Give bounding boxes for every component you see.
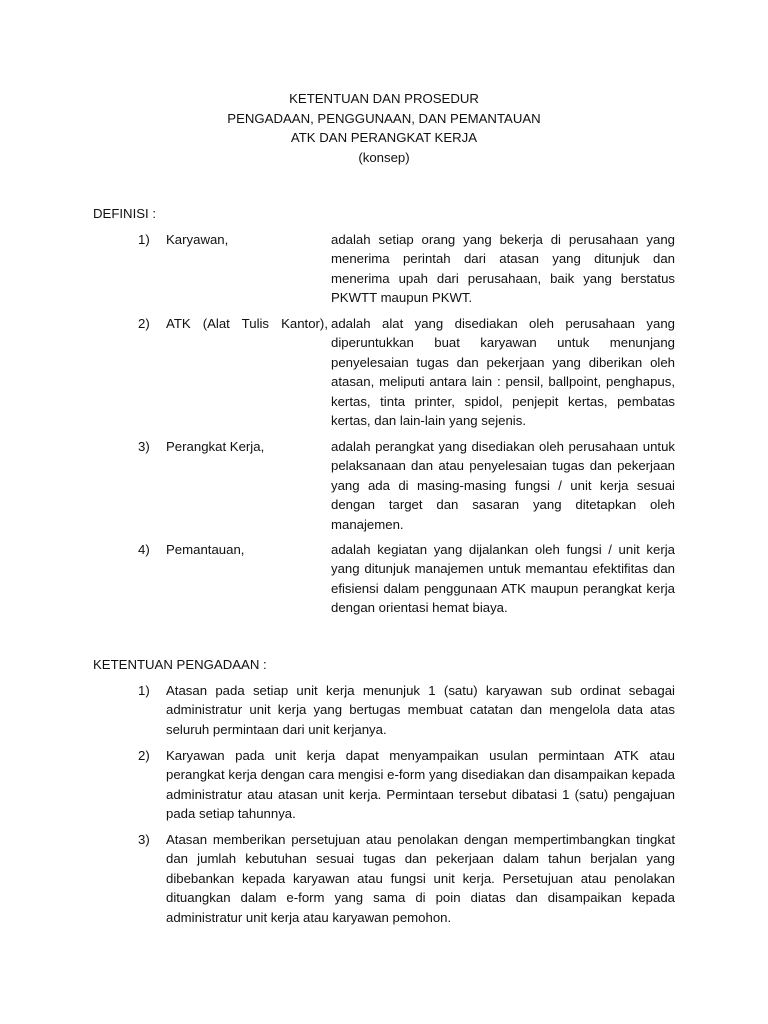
document-title <box>0 89 768 167</box>
definition-number: 2) <box>138 316 150 331</box>
definition-description: adalah setiap orang yang bekerja di perusahaan yang menerima perintah dari atasan yang ditunjuk dan menerima upah dari perusahaan, baik yang berstatus PKWTT maupun PKWT. <box>331 232 675 306</box>
pengadaan-heading: KETENTUAN PENGADAAN : <box>93 657 267 672</box>
pengadaan-item <box>138 746 675 824</box>
pengadaan-number: 1) <box>138 683 150 698</box>
title-line-1: KETENTUAN DAN PROSEDUR <box>289 91 479 106</box>
title-line-2: PENGADAAN, PENGGUNAAN, DAN PEMANTAUAN <box>227 110 541 126</box>
definition-term: Karyawan, <box>166 232 229 247</box>
pengadaan-number: 3) <box>138 832 150 847</box>
definition-number: 1) <box>138 232 150 247</box>
definition-description: adalah perangkat yang disediakan oleh perusahaan untuk pelaksanaan dan atau penyelesaian tugas dan pekerjaan yang ada di masing-masing fungsi / unit kerja sesuai dengan target dan sasaran yang ditetapkan oleh manajemen. <box>331 439 675 532</box>
pengadaan-item <box>138 830 675 927</box>
title-line-4: (konsep) <box>358 149 410 165</box>
pengadaan-number: 2) <box>138 748 150 763</box>
pengadaan-text: Atasan memberikan persetujuan atau penolakan dengan mempertimbangkan tingkat dan jumlah kebutuhan sesuai tugas dan pekerjaan dalam tahun berjalan yang dibebankan kepada karyawan atau fungsi unit kerja. Persetujuan atau penolakan dituangkan dalam e-form yang sama di poin diatas dan disampaikan kepada administratur unit kerja atau karyawan pemohon. <box>166 832 675 925</box>
definition-item <box>138 437 675 534</box>
definition-item <box>138 540 675 618</box>
definisi-heading: DEFINISI : <box>93 206 157 221</box>
pengadaan-text: Atasan pada setiap unit kerja menunjuk 1 (satu) karyawan sub ordinat sebagai administratur unit kerja yang bertugas membuat catatan dan mengelola data atas seluruh permintaan dari unit kerjanya. <box>166 683 675 737</box>
definition-description: adalah alat yang disediakan oleh perusahaan yang diperuntukkan buat karyawan untuk menunjang penyelesaian tugas dan pekerjaan yang diberikan oleh atasan, meliputi antara lain : pensil, ballpoint, penghapus, kertas, tinta printer, spidol, penjepit kertas, pembatas kertas, dan lain-lain yang sejenis. <box>331 316 675 429</box>
pengadaan-item <box>138 681 675 739</box>
definition-description: adalah kegiatan yang dijalankan oleh fungsi / unit kerja yang ditunjuk manajemen untuk memantau efektifitas dan efisiensi dalam penggunaan ATK maupun perangkat kerja dengan orientasi hemat biaya. <box>331 542 675 616</box>
definition-number: 3) <box>138 439 150 454</box>
definition-number: 4) <box>138 542 150 557</box>
title-line-3: ATK DAN PERANGKAT KERJA <box>290 130 478 145</box>
definition-term: Pemantauan, <box>166 542 245 557</box>
definition-term: Perangkat Kerja, <box>166 439 265 454</box>
definition-item <box>138 230 675 308</box>
pengadaan-text: Karyawan pada unit kerja dapat menyampaikan usulan permintaan ATK atau perangkat kerja dengan cara mengisi e-form yang disediakan dan disampaikan kepada administratur atau atasan unit kerja. Permintaan tersebut dibatasi 1 (satu) pengajuan pada setiap tahunnya. <box>166 748 675 822</box>
definition-item <box>138 314 675 430</box>
definition-term: ATK (Alat Tulis Kantor), <box>166 316 328 331</box>
